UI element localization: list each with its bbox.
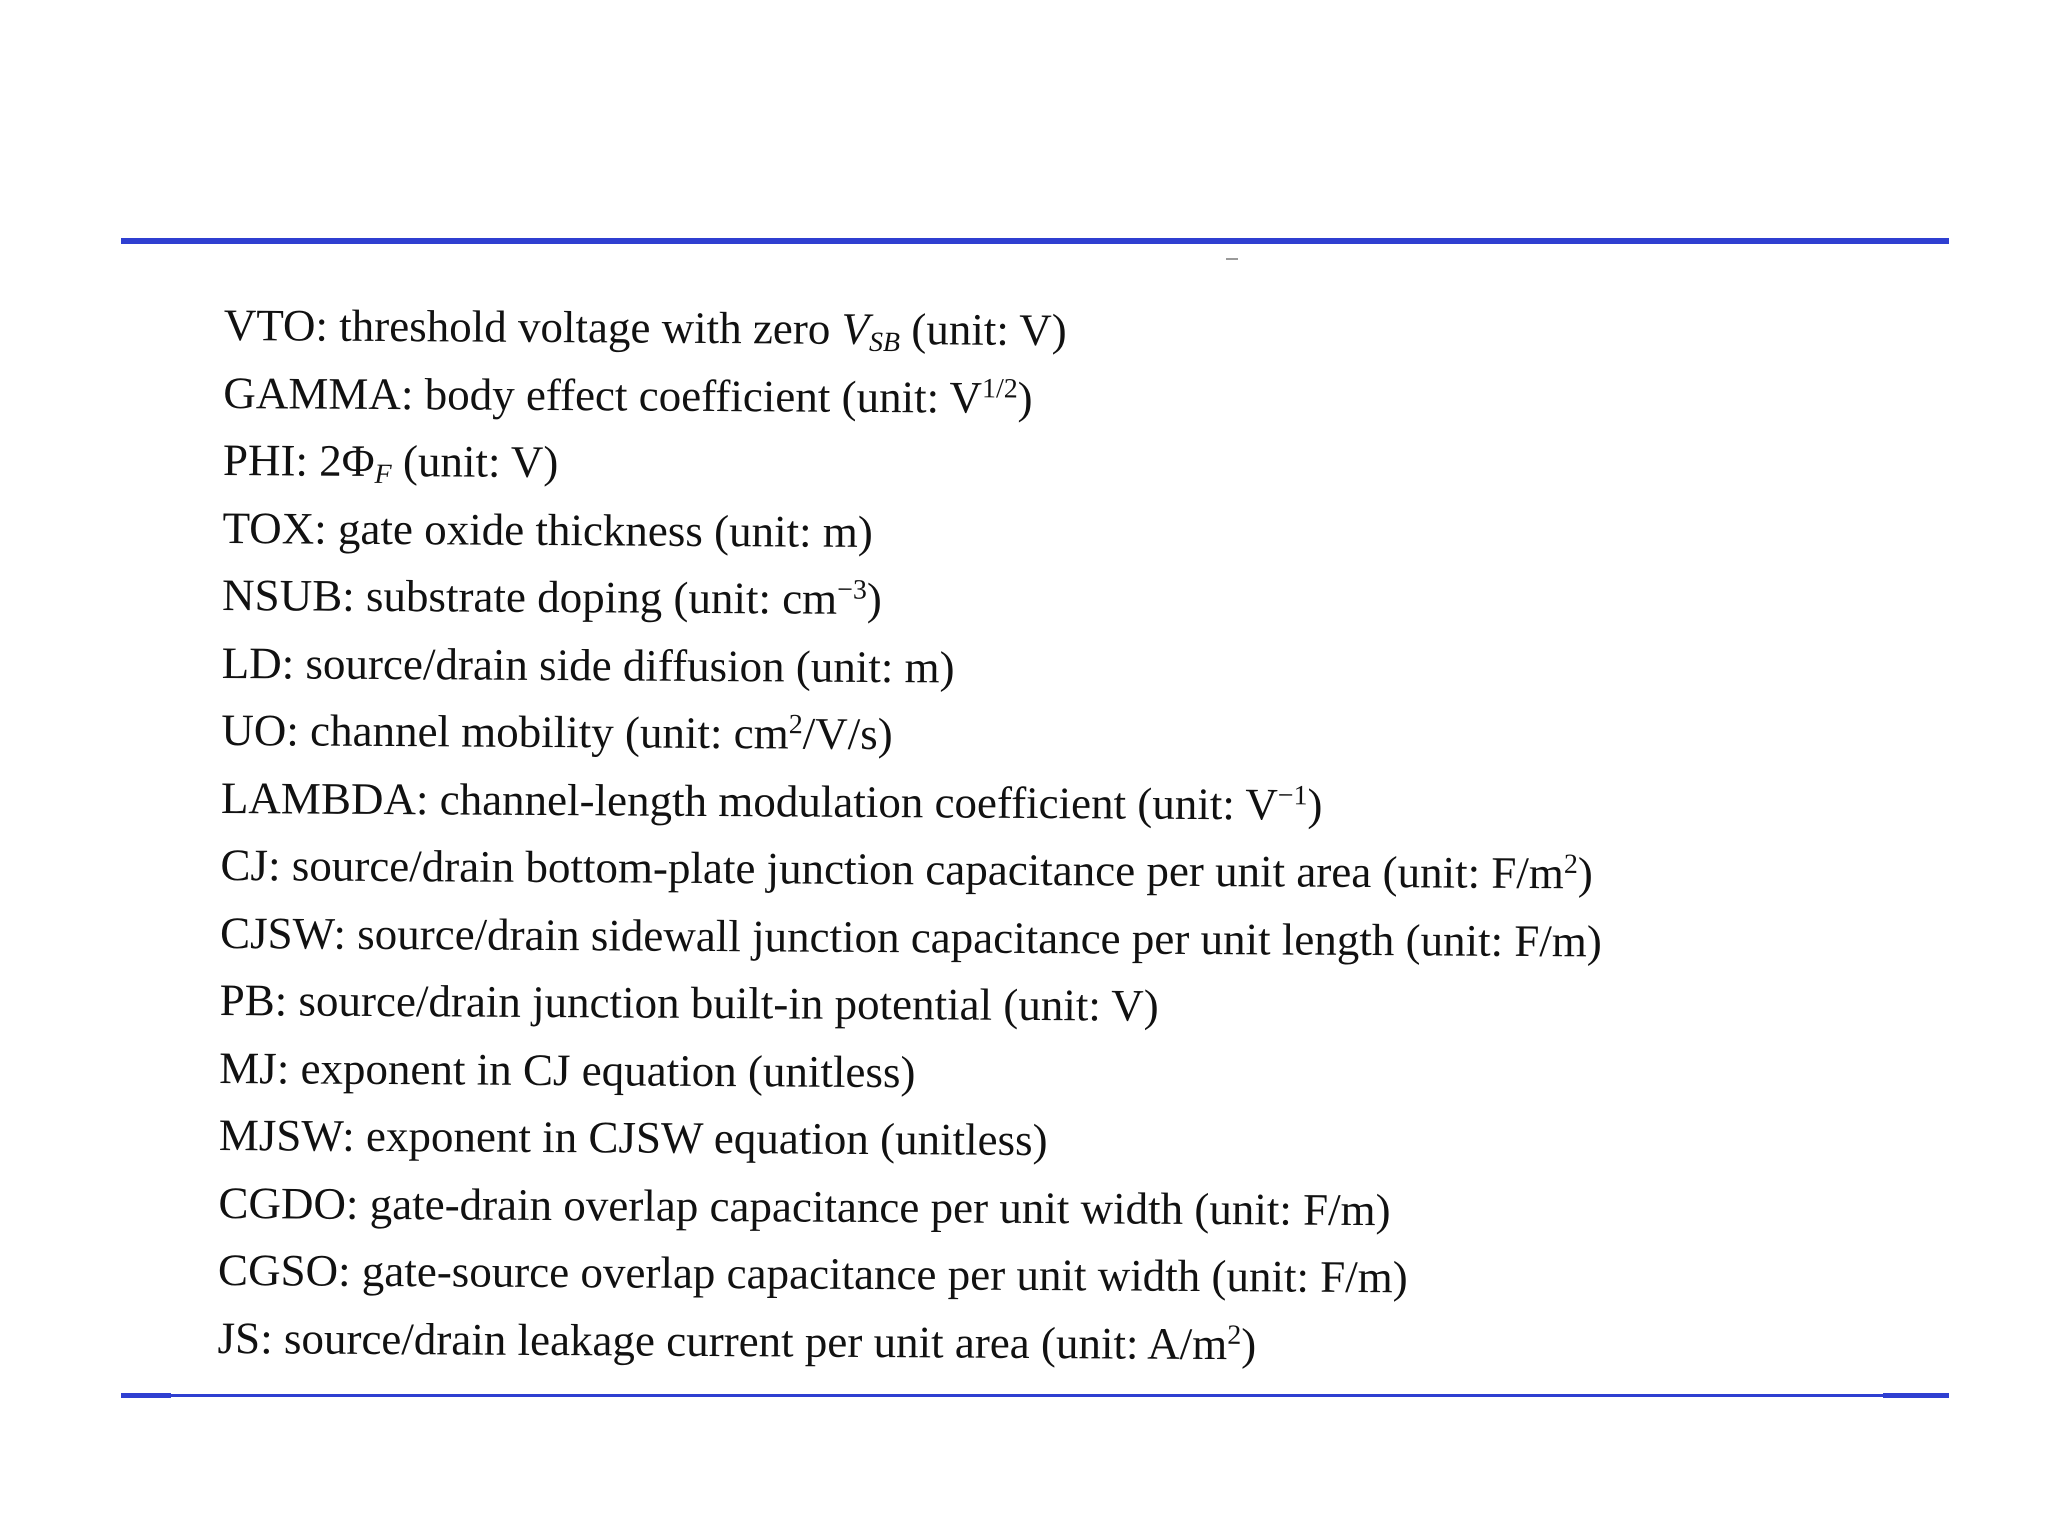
- unit-suffix: ): [1017, 372, 1033, 423]
- unit-suffix: ): [1307, 779, 1323, 830]
- param-unit: [1041, 1318, 1257, 1369]
- param-desc: exponent in CJSW equation: [365, 1110, 869, 1164]
- symbol-subscript: F: [374, 458, 392, 490]
- param-key: MJSW: [218, 1109, 343, 1161]
- param-item-js: JS: source/drain leakage current per unit area (unit: $A/m^2$): [217, 1312, 1257, 1369]
- unit-suffix: /V/s): [802, 708, 893, 760]
- param-key: JS: [217, 1312, 261, 1363]
- param-desc: source/drain bottom-plate junction capacitance per unit area: [291, 840, 1372, 898]
- unit-superscript: −1: [1277, 779, 1308, 811]
- param-desc: source/drain junction built-in potential: [298, 975, 993, 1030]
- param-key: LD: [221, 637, 282, 688]
- param-key: MJ: [219, 1042, 277, 1093]
- param-unit: (unitless): [879, 1114, 1048, 1166]
- unit-superscript: 2: [1563, 848, 1578, 880]
- param-unit: [1137, 778, 1322, 829]
- spice-parameter-list: [217, 292, 1924, 1382]
- param-key: VTO: [223, 299, 316, 351]
- bottom-divider-cap-left: [121, 1393, 171, 1398]
- param-item-lambda: LAMBDA: channel-length modulation coefficient (unit: $V^{-1}$): [220, 772, 1323, 830]
- param-key: CGSO: [217, 1244, 339, 1296]
- unit-prefix: (unit: V: [841, 371, 983, 423]
- param-unit: [673, 573, 882, 624]
- param-desc: channel mobility: [309, 705, 614, 758]
- param-desc: threshold voltage with zero: [339, 300, 831, 354]
- unit-prefix: (unit: cm: [624, 707, 789, 759]
- param-desc: source/drain sidewall junction capacitance per unit length: [357, 908, 1395, 965]
- unit-prefix: (unit: cm: [673, 572, 838, 624]
- param-desc: channel-length modulation coefficient: [439, 773, 1127, 829]
- symbol-coefficient: 2: [319, 435, 342, 486]
- param-desc: source/drain leakage current per unit area: [283, 1312, 1030, 1368]
- param-item-tox: TOX: gate oxide thickness (unit: m): [222, 502, 874, 557]
- unit-suffix: ): [1577, 848, 1593, 899]
- param-unit: [625, 707, 893, 759]
- unit-superscript: 2: [788, 709, 803, 741]
- param-key: LAMBDA: [220, 772, 417, 824]
- param-item-cgdo: CGDO: gate-drain overlap capacitance per unit width (unit: F/m): [218, 1177, 1391, 1235]
- param-unit: (unit: F/m): [1211, 1251, 1408, 1303]
- param-desc: gate-source overlap capacitance per unit width: [361, 1245, 1201, 1301]
- param-desc: exponent in CJ equation: [300, 1042, 737, 1096]
- param-key: TOX: [222, 502, 315, 554]
- param-unit: (unit: m): [713, 505, 874, 557]
- param-key: NSUB: [221, 569, 343, 621]
- symbol-main: Φ: [341, 435, 375, 486]
- param-desc: body effect coefficient: [424, 368, 831, 422]
- param-unit: [1382, 847, 1593, 898]
- param-unit: (unit: V): [1003, 979, 1159, 1031]
- param-key: PHI: [222, 434, 296, 486]
- symbol-main: V: [841, 303, 870, 354]
- param-item-vto: VTO: threshold voltage with zero $V_{SB}$ (unit: V): [223, 299, 1067, 359]
- param-unit: (unit: m): [795, 641, 955, 692]
- param-unit: (unit: V): [911, 304, 1067, 356]
- bottom-divider: [121, 1394, 1949, 1397]
- param-unit: (unit: F/m): [1194, 1183, 1391, 1235]
- param-key: CJ: [220, 839, 269, 891]
- param-item-ld: LD: source/drain side diffusion (unit: m): [221, 637, 955, 692]
- param-key: GAMMA: [223, 367, 402, 419]
- param-item-cgso: CGSO: gate-source overlap capacitance per unit width (unit: F/m): [217, 1244, 1408, 1303]
- unit-suffix: ): [1241, 1318, 1257, 1369]
- param-item-mj: MJ: exponent in CJ equation (unitless): [219, 1042, 916, 1097]
- unit-prefix: (unit: F/m: [1382, 847, 1564, 899]
- param-desc: gate-drain overlap capacitance per unit width: [369, 1178, 1184, 1234]
- param-item-cj: CJ: source/drain bottom-plate junction capacitance per unit area (unit: $F/m^2$): [220, 839, 1593, 899]
- param-item-gamma: GAMMA: body effect coefficient (unit: $V^{1/2}$): [223, 367, 1033, 423]
- param-key: UO: [221, 704, 287, 756]
- symbol-subscript: SB: [868, 326, 901, 359]
- scan-mark: [1226, 258, 1238, 260]
- param-item-uo: UO: channel mobility (unit: $cm^2/V/s$): [221, 704, 893, 760]
- param-desc: gate oxide thickness: [337, 503, 704, 556]
- param-key: CGDO: [218, 1177, 347, 1229]
- param-item-phi: PHI: $2\Phi_F$ (unit: V): [222, 434, 559, 490]
- bottom-divider-cap-right: [1883, 1393, 1949, 1398]
- param-unit: (unit: V): [402, 436, 559, 488]
- param-unit: (unit: F/m): [1405, 914, 1602, 966]
- param-desc: source/drain side diffusion: [305, 638, 785, 691]
- unit-superscript: 2: [1227, 1319, 1242, 1351]
- param-item-pb: PB: source/drain junction built-in potential (unit: V): [219, 974, 1159, 1031]
- unit-prefix: (unit: A/m: [1040, 1317, 1228, 1369]
- param-unit: [841, 371, 1032, 422]
- param-item-cjsw: CJSW: source/drain sidewall junction capacitance per unit length (unit: F/m): [219, 907, 1602, 966]
- param-item-nsub: NSUB: substrate doping (unit: $cm^{-3}$): [221, 569, 882, 625]
- top-divider: [121, 238, 1949, 244]
- unit-prefix: (unit: V: [1137, 778, 1278, 829]
- unit-suffix: ): [866, 573, 882, 625]
- param-unit: (unitless): [747, 1045, 916, 1097]
- param-desc: substrate doping: [365, 570, 663, 623]
- param-item-mjsw: MJSW: exponent in CJSW equation (unitless): [218, 1109, 1048, 1166]
- param-key: CJSW: [219, 907, 334, 959]
- unit-superscript: 1/2: [981, 372, 1018, 405]
- unit-superscript: −3: [837, 574, 867, 606]
- param-key: PB: [219, 974, 275, 1026]
